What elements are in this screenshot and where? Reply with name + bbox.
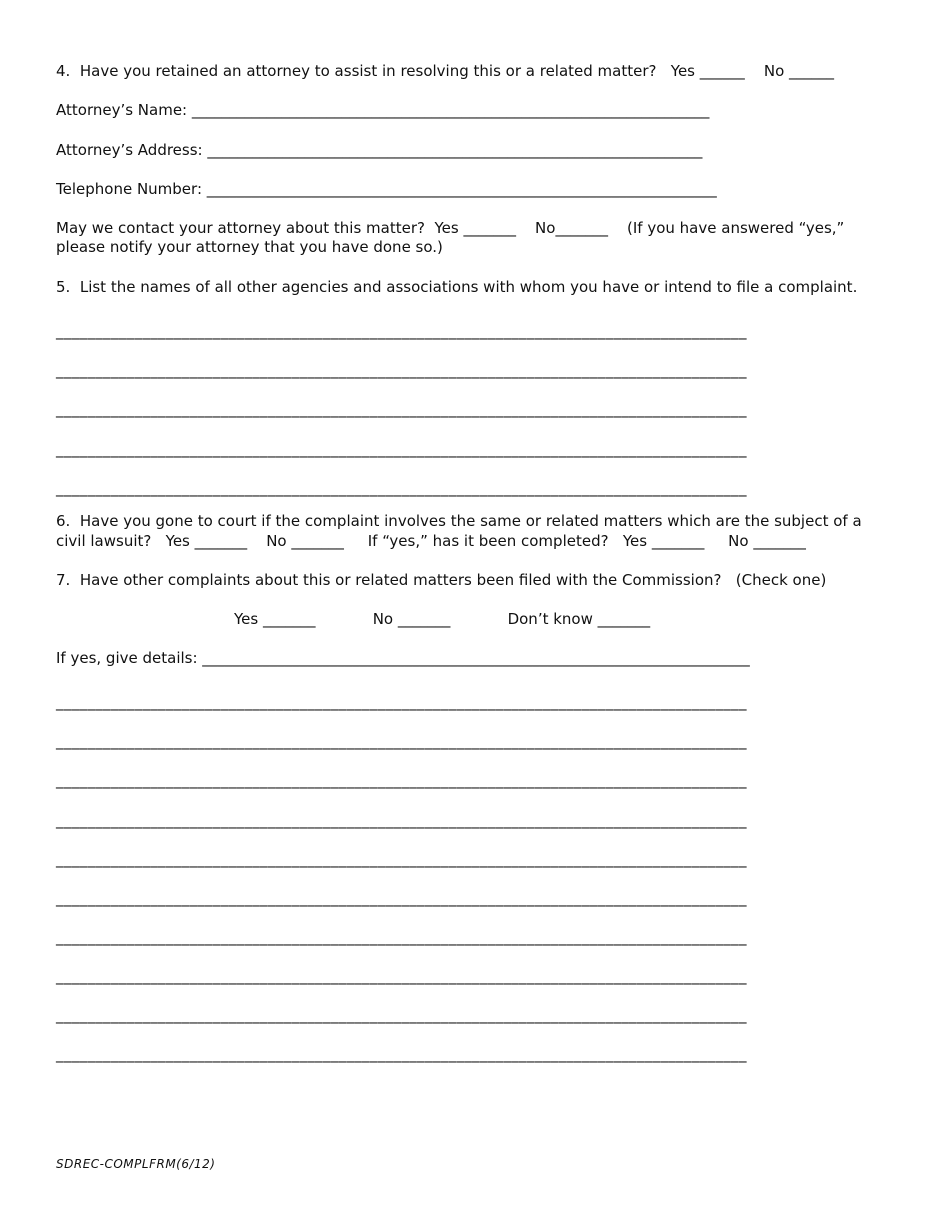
details-blank-line: ________________________________________________________________________________________ xyxy=(56,850,747,868)
question-6-line-1: 6. Have you gone to court if the complaint involves the same or related matters which are the subject of a xyxy=(56,512,862,530)
question-6-line-2: civil lawsuit? Yes _______ No _______ If “yes,” has it been completed? Yes _______ No _______ xyxy=(56,532,806,550)
agencies-blank-line: ________________________________________________________________________________________ xyxy=(56,479,747,497)
question-7-options: Yes _______ No _______ Don’t know _______ xyxy=(234,610,651,628)
details-blank-line: ________________________________________________________________________________________ xyxy=(56,1045,747,1063)
contact-attorney-question-line-1: May we contact your attorney about this matter? Yes _______ No_______ (If you have answered “yes,” xyxy=(56,219,845,237)
agencies-blank-line: ________________________________________________________________________________________ xyxy=(56,400,747,418)
question-5-text: 5. List the names of all other agencies and associations with whom you have or intend to file a complaint. xyxy=(56,278,858,296)
agencies-blank-line: ________________________________________________________________________________________ xyxy=(56,322,747,340)
details-blank-line: ________________________________________________________________________________________ xyxy=(56,732,747,750)
details-blank-line: ________________________________________________________________________________________ xyxy=(56,693,747,711)
agencies-blank-line: ________________________________________________________________________________________ xyxy=(56,440,747,458)
contact-attorney-question-line-2: please notify your attorney that you have done so.) xyxy=(56,238,443,256)
agencies-blank-line: ________________________________________________________________________________________ xyxy=(56,361,747,379)
details-blank-line: ________________________________________________________________________________________ xyxy=(56,967,747,985)
question-4-text: 4. Have you retained an attorney to assist in resolving this or a related matter? Yes ______ No ______ xyxy=(56,62,835,80)
details-blank-line: ________________________________________________________________________________________ xyxy=(56,811,747,829)
details-blank-line: ________________________________________________________________________________________ xyxy=(56,889,747,907)
question-7-text: 7. Have other complaints about this or related matters been filed with the Commission? (Check one) xyxy=(56,571,827,589)
details-blank-line: ________________________________________________________________________________________ xyxy=(56,1006,747,1024)
details-blank-line: ________________________________________________________________________________________ xyxy=(56,771,747,789)
details-blank-line: ________________________________________________________________________________________ xyxy=(56,928,747,946)
telephone-number-field: Telephone Number: ____________________________________________________________________ xyxy=(56,180,717,198)
details-field: If yes, give details: _________________________________________________________________________ xyxy=(56,649,750,667)
form-code-footer: SDREC-COMPLFRM(6/12) xyxy=(56,1157,216,1171)
attorney-address-field: Attorney’s Address: __________________________________________________________________ xyxy=(56,141,703,159)
attorney-name-field: Attorney’s Name: _____________________________________________________________________ xyxy=(56,101,710,119)
